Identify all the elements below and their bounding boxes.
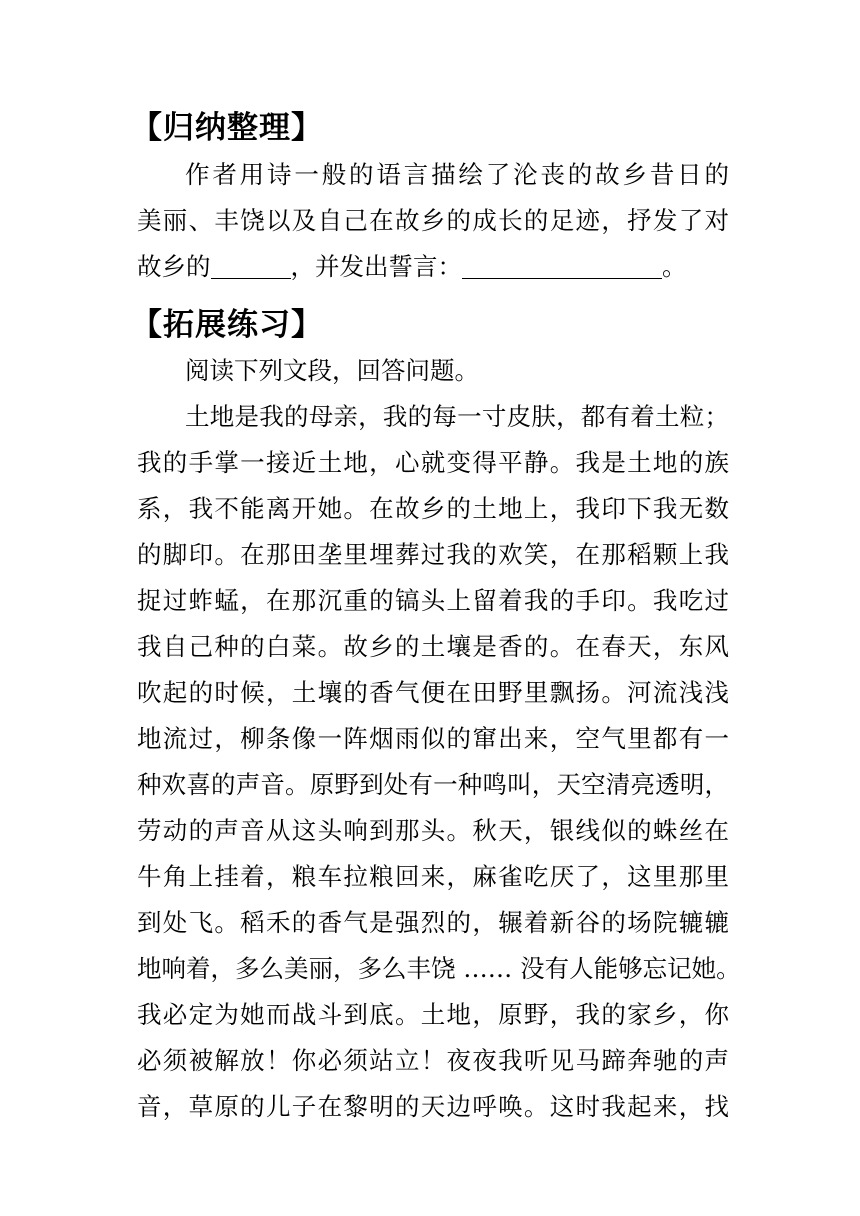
section-heading-summary: 【归纳整理】: [131, 110, 323, 146]
passage-line: 地流过，柳条像一阵烟雨似的窜出来，空气里都有一: [137, 724, 729, 753]
passage-line: 劳动的声音从这头响到那头。秋天，银线似的蛛丝在: [137, 816, 729, 845]
passage-line: 我的手掌一接近土地，心就变得平静。我是土地的族: [137, 448, 729, 477]
summary-line-3-end: 。: [662, 252, 687, 281]
passage-line: 种欢喜的声音。原野到处有一种鸣叫，天空清亮透明，: [137, 770, 729, 799]
section-heading-exercise: 【拓展练习】: [131, 307, 323, 343]
passage-line: 的脚印。在那田垄里埋葬过我的欢笑，在那稻颗上我: [137, 540, 729, 569]
summary-line-2: 美丽、丰饶以及自己在故乡的成长的足迹，抒发了对: [137, 206, 729, 235]
passage-line: 系，我不能离开她。在故乡的土地上，我印下我无数: [137, 494, 729, 523]
answer-blank-oath[interactable]: [462, 254, 662, 279]
passage-line: 音，草原的儿子在黎明的天边呼唤。这时我起来，找: [137, 1092, 729, 1121]
passage-line: 必须被解放！你必须站立！夜夜我听见马蹄奔驰的声: [137, 1046, 729, 1075]
passage-line: 吹起的时候，土壤的香气便在田野里飘扬。河流浅浅: [137, 678, 729, 707]
passage-line: 到处飞。稻禾的香气是强烈的，辗着新谷的场院辘辘: [137, 908, 729, 937]
summary-line-1: 作者用诗一般的语言描绘了沦丧的故乡昔日的: [185, 160, 729, 189]
exercise-instruction: 阅读下列文段，回答问题。: [185, 356, 479, 385]
passage-line: 我必定为她而战斗到底。土地，原野，我的家乡，你: [137, 1000, 729, 1029]
passage-line: 牛角上挂着，粮车拉粮回来，麻雀吃厌了，这里那里: [137, 862, 729, 891]
summary-line-3: [137, 252, 729, 282]
passage-line: 土地是我的母亲，我的每一寸皮肤，都有着土粒；: [185, 402, 729, 431]
summary-line-3-start: 故乡的: [137, 252, 211, 281]
passage-line: 捉过蚱蜢，在那沉重的镐头上留着我的手印。我吃过: [137, 586, 729, 615]
passage-line: 我自己种的白菜。故乡的土壤是香的。在春天，东风: [137, 632, 729, 661]
answer-blank-feeling[interactable]: [211, 254, 291, 279]
passage-line: 地响着，多么美丽，多么丰饶 …… 没有人能够忘记她。: [137, 954, 741, 983]
summary-line-3-middle: ，并发出誓言：: [290, 252, 462, 281]
